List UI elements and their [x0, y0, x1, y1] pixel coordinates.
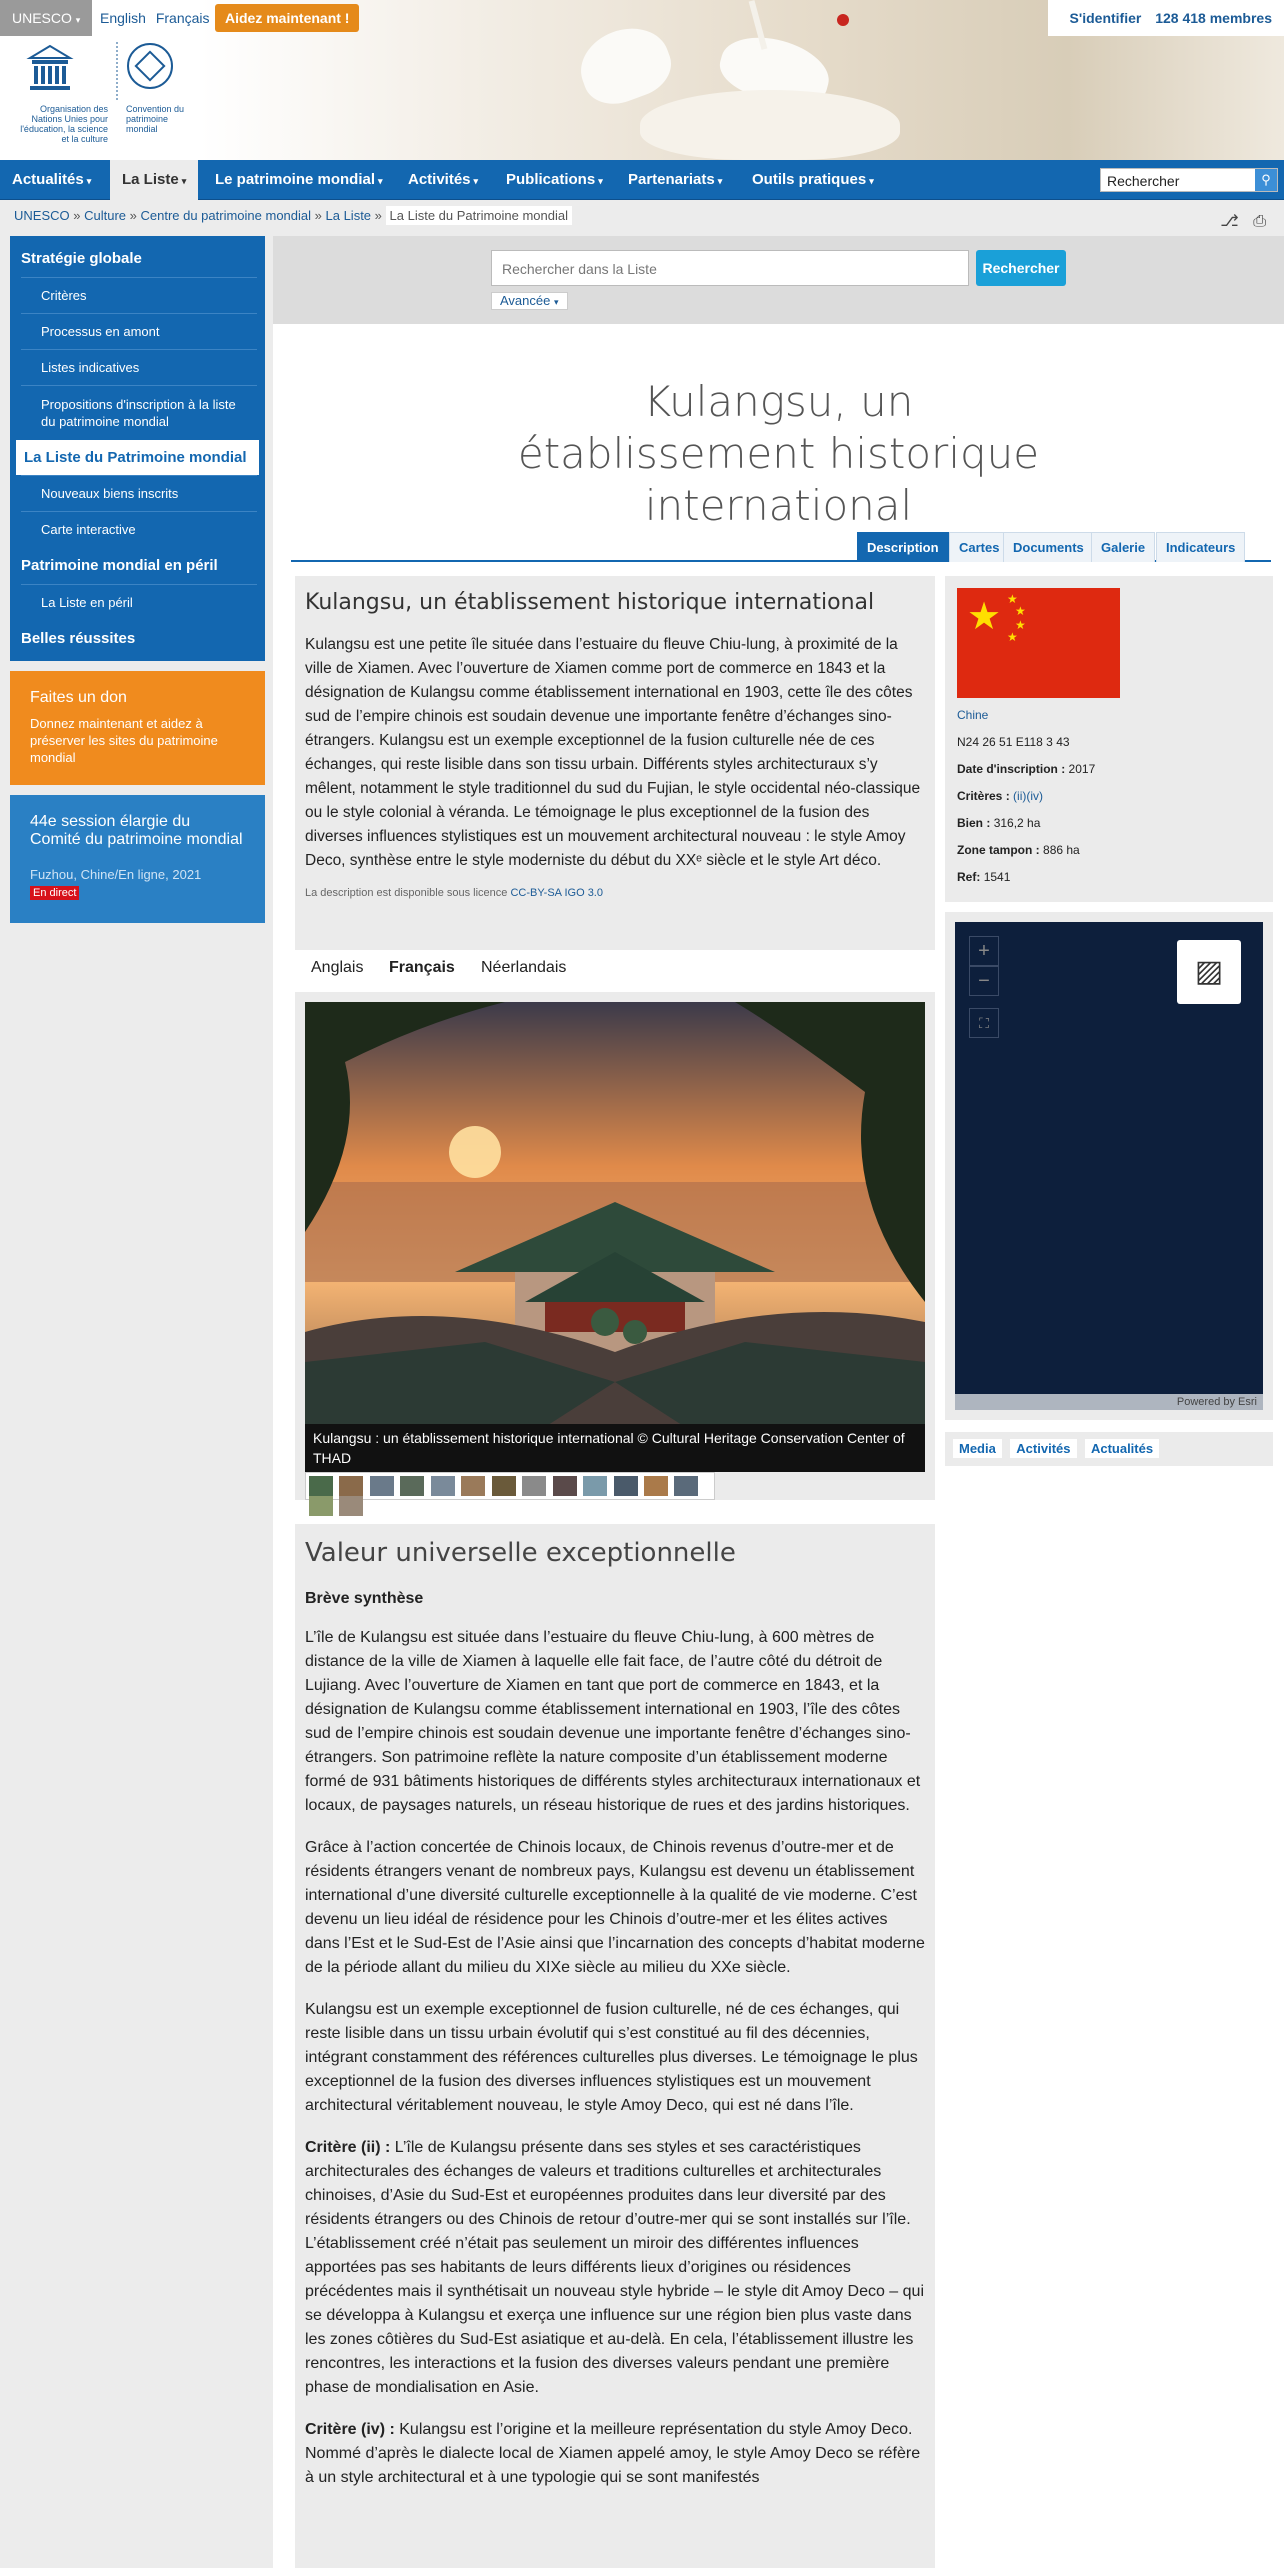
thumbnail[interactable]: [553, 1476, 577, 1496]
sidebar: [10, 236, 265, 923]
lang-tab-anglais[interactable]: Anglais: [311, 959, 364, 976]
tab-indicateurs[interactable]: Indicateurs: [1156, 532, 1245, 562]
live-badge: En direct: [30, 886, 79, 900]
sidebar-item-carte[interactable]: Carte interactive: [21, 511, 257, 547]
description-heading: Kulangsu, un établissement historique international: [305, 590, 875, 615]
media-link[interactable]: Media: [953, 1439, 1002, 1458]
criterion-ii: Critère (ii) : L’île de Kulangsu présente dans ses styles et ses caractéristiques architecturales des échanges de valeurs et traditions culturelles et architecturales chinoises, d’Asie du Sud-Est et européennes produites dans leur diversité par des résidents étrangers ou des Chinois de retour d’outre-mer qui se sont installés sur l’île. L’établissement créé n’était pas seulement un miroir des différentes influences apportées pas ses habitants de leurs différents lieux d’origines ou résidences précédentes mais il synthétisait un nouveau style hybride – le style dit Amoy Deco – qui se développa à Kulangsu et exerça une influence sur une région bien plus vaste dans les zones côtières du Sud-Est asiatique et au-delà. En cela, l’établissement illustre les rencontres, les interactions et la fusion des diverses valeurs pendant une première phase de mondialisation en Asie.: [305, 2139, 924, 2396]
activites-link[interactable]: Activités: [1010, 1439, 1076, 1458]
session-place: Fuzhou, Chine/En ligne, 2021: [30, 867, 202, 882]
share-icon[interactable]: ⎇: [1220, 213, 1239, 230]
sidebar-item-listes-indicatives[interactable]: Listes indicatives: [21, 349, 257, 385]
license-link[interactable]: CC-BY-SA IGO 3.0: [510, 887, 603, 899]
ouv-paragraph: L’île de Kulangsu est située dans l’estuaire du fleuve Chiu-lung, à 600 mètres de distance de la ville de Xiamen à laquelle elle fait face, de l’autre côté du détroit de Lujiang. Avec l’ouverture de Xiamen en tant que port de commerce en 1843, et la désignation de Kulangsu comme établissement international en 1903, l’île des côtes sud de l’empire chinois est soudain devenue une importante fenêtre d’échanges sino-étrangers. Son patrimoine reflète la nature composite d’un établissement moderne formé de 931 bâtiments historiques de différents styles architecturaux internationaux et locaux, de paysages naturels, un réseau historique de rues et des jardins historiques.: [305, 1629, 921, 1814]
ouv-paragraph: Kulangsu est un exemple exceptionnel de fusion culturelle, né de ces échanges, qui reste lisible dans un tissu urbain évolutif qui s’est constitué au fil des décennies, intégrant constamment des références culturelles plus diverses. Le témoignage le plus exceptionnel de la fusion des diverses influences stylistiques est un mouvement architectural véritablement nouveau, le style Amoy Deco, qui est né dans l’île.: [305, 2001, 918, 2114]
license-note: La description est disponible sous licence CC-BY-SA IGO 3.0: [305, 887, 603, 899]
zoom-out-button[interactable]: −: [969, 966, 999, 996]
sidebar-item-reussites[interactable]: Belles réussites: [21, 630, 136, 647]
description-text: Kulangsu est une petite île située dans l’estuaire du fleuve Chiu-lung, à proximité de la ville de Xiamen. Avec l’ouverture de Xiamen comme port de commerce en 1843 et la désignation de Kulangsu comme établissement international en 1903, cette île des côtes sud de l’empire chinois est soudain devenue une importante fenêtre d’échanges sino-étrangers. Kulangsu est un exemple exceptionnel de la fusion culturelle née de ces échanges, qui reste lisible dans son tissu urbain. Différents styles architecturaux s’y mêlent, notamment le style traditionnel du sud du Fujian, le style occidental néo-classique ou le style colonial à véranda. Le témoignage le plus exceptionnel de la fusion des diverses influences stylistiques est un mouvement architectural nouveau : le style Amoy Deco, synthèse entre le style moderniste du début du XXᵉ siècle et le style Art déco.: [305, 636, 921, 869]
thumbnail[interactable]: [339, 1476, 363, 1496]
tab-galerie[interactable]: Galerie: [1091, 532, 1155, 562]
thumbnail[interactable]: [492, 1476, 516, 1496]
print-icon[interactable]: ⎙: [1253, 213, 1266, 230]
inscription-date: Date d'inscription : 2017: [957, 762, 1096, 776]
sidebar-item-strategie[interactable]: Stratégie globale: [21, 250, 142, 267]
donate-button[interactable]: Aidez maintenant !: [215, 4, 359, 32]
breadcrumb-culture[interactable]: Culture: [84, 208, 127, 223]
thumbnail[interactable]: [644, 1476, 668, 1496]
thumbnail[interactable]: [400, 1476, 424, 1496]
nav-search-input[interactable]: Rechercher ⚲: [1100, 168, 1278, 192]
thumbnail[interactable]: [339, 1496, 363, 1516]
criterion-iv: Critère (iv) : Kulangsu est l’origine et la meilleure représentation du style Amoy Deco. Nommé d’après le dialecte local de Xiamen appelé amoy, le style Amoy Deco se réfère à un style architectural et à une typologie qui se sont manifestés: [305, 2421, 921, 2486]
content-tabs: [291, 532, 1271, 562]
share-print-tools: [1220, 207, 1266, 237]
lang-tab-neerlandais[interactable]: Néerlandais: [481, 959, 567, 976]
sidebar-item-nouveaux[interactable]: Nouveaux biens inscrits: [21, 475, 257, 511]
sidebar-item-peril-head[interactable]: Patrimoine mondial en péril: [21, 557, 218, 574]
ouv-subheading: Brève synthèse: [305, 1590, 424, 1607]
nav-actualites[interactable]: Actualités ▾: [12, 171, 92, 188]
gallery-thumbnails: [305, 1472, 715, 1500]
thumbnail[interactable]: [674, 1476, 698, 1496]
sidebar-item-criteres[interactable]: Critères: [21, 277, 257, 313]
unesco-logo[interactable]: [20, 42, 185, 146]
breadcrumb-current: La Liste du Patrimoine mondial: [386, 206, 573, 225]
breadcrumb-la-liste[interactable]: La Liste: [325, 208, 372, 223]
buffer-zone: Zone tampon : 886 ha: [957, 843, 1080, 857]
advanced-search-toggle[interactable]: Avancée ▾: [491, 292, 568, 310]
coordinates: N24 26 51 E118 3 43: [957, 735, 1070, 749]
thumbnail[interactable]: [522, 1476, 546, 1496]
nav-publications[interactable]: Publications ▾: [506, 171, 603, 188]
map-box: [945, 912, 1273, 1420]
nav-outils-pratiques[interactable]: Outils pratiques ▾: [752, 171, 874, 188]
donate-title: Faites un don: [30, 689, 127, 706]
ouv-heading: Valeur universelle exceptionnelle: [305, 1538, 736, 1568]
zoom-in-button[interactable]: +: [969, 936, 999, 966]
tab-cartes[interactable]: Cartes: [949, 532, 1009, 562]
property-area: Bien : 316,2 ha: [957, 816, 1041, 830]
unesco-menu-button[interactable]: UNESCO ▾: [0, 0, 92, 36]
interactive-map[interactable]: [955, 922, 1263, 1410]
property-info-box: [945, 576, 1273, 902]
thumbnail[interactable]: [583, 1476, 607, 1496]
lang-en-link[interactable]: English: [100, 10, 146, 26]
lang-tab-francais[interactable]: Français: [379, 952, 465, 984]
nav-activites[interactable]: Activités ▾: [408, 171, 479, 188]
basemap-toggle-icon[interactable]: ▨: [1177, 940, 1241, 1004]
session-title: 44e session élargie du Comité du patrimoine mondial: [30, 813, 243, 848]
sidebar-item-propositions[interactable]: Propositions d'inscription à la liste du patrimoine mondial: [21, 385, 257, 440]
login-link[interactable]: S'identifier: [1069, 10, 1142, 26]
china-flag-icon: ★ ★ ★ ★ ★: [957, 588, 1120, 698]
fullscreen-icon[interactable]: ⛶: [969, 1008, 999, 1038]
list-search-button[interactable]: Rechercher: [976, 250, 1066, 286]
breadcrumb-unesco[interactable]: UNESCO: [14, 208, 70, 223]
thumbnail[interactable]: [309, 1476, 333, 1496]
esri-attribution: Powered by Esri: [955, 1394, 1263, 1410]
logo-convention-text: Convention du patrimoine mondial: [126, 104, 185, 134]
main-navigation: [0, 160, 1284, 200]
description-box: [295, 576, 935, 950]
thumbnail[interactable]: [461, 1476, 485, 1496]
reference-number: Ref: 1541: [957, 870, 1011, 884]
nav-partenariats[interactable]: Partenariats ▾: [628, 171, 723, 188]
nav-patrimoine-mondial[interactable]: Le patrimoine mondial ▾: [215, 171, 383, 188]
list-search-input[interactable]: Rechercher dans la Liste: [491, 250, 969, 286]
logo-unesco-text: Organisation des Nations Unies pour l'éducation, la science et la culture: [20, 104, 108, 144]
members-link[interactable]: 128 418 membres: [1155, 10, 1272, 26]
ouv-paragraph: Grâce à l’action concertée de Chinois locaux, de Chinois revenus d’outre-mer et de résidents étrangers venant de nombreux pays, Kulangsu est devenu un établissement international d’une diversité culturelle exceptionnelle à la qualité de vie moderne. C’est devenu un lieu idéal de résidence pour les Chinois d’outre-mer et les élites actives dans l’Est et le Sud-Est de l’Asie ainsi que l’incarnation des concepts d’habitat moderne de la période allant du milieu du XIXe siècle au milieu du XXe siècle.: [305, 1839, 925, 1976]
country-link[interactable]: Chine: [957, 708, 989, 722]
chevron-down-icon: ▾: [553, 297, 559, 307]
thumbnail[interactable]: [309, 1496, 333, 1516]
header: [0, 0, 1284, 160]
donate-text: Donnez maintenant et aidez à préserver les sites du patrimoine mondial: [30, 716, 218, 765]
nav-la-liste[interactable]: La Liste ▾: [110, 160, 198, 200]
gallery-photo[interactable]: [305, 1002, 925, 1472]
tab-documents[interactable]: Documents: [1003, 532, 1094, 562]
language-links: [100, 0, 216, 36]
thumbnail[interactable]: [614, 1476, 638, 1496]
related-links: [945, 1432, 1273, 1466]
breadcrumb: UNESCO » Culture » Centre du patrimoine mondial » La Liste » La Liste du Patrimoine mondial ⎇ ⎙: [0, 201, 1284, 231]
sidebar-item-liste-peril[interactable]: La Liste en péril: [21, 584, 257, 620]
breadcrumb-centre[interactable]: Centre du patrimoine mondial: [140, 208, 312, 223]
list-search-bar: [273, 236, 1284, 324]
lang-fr-link[interactable]: Français: [155, 10, 210, 26]
thumbnail[interactable]: [370, 1476, 394, 1496]
sidebar-item-liste-patrimoine[interactable]: La Liste du Patrimoine mondial: [16, 440, 259, 475]
photo-gallery: [295, 992, 935, 1500]
thumbnail[interactable]: [431, 1476, 455, 1496]
main-content: [273, 236, 1284, 2568]
tab-description[interactable]: Description: [857, 532, 949, 562]
session-box[interactable]: [10, 795, 265, 923]
search-icon[interactable]: ⚲: [1255, 169, 1277, 191]
donate-box[interactable]: [10, 671, 265, 785]
outstanding-value-section: [295, 1524, 935, 2568]
photo-caption: Kulangsu : un établissement historique international © Cultural Heritage Conservation Center of THAD: [305, 1424, 925, 1472]
sidebar-menu: [10, 236, 265, 661]
criteria-link[interactable]: (ii)(iv): [1013, 789, 1044, 803]
sidebar-item-processus[interactable]: Processus en amont: [21, 313, 257, 349]
account-box: [1048, 0, 1284, 36]
criteria: Critères : (ii)(iv): [957, 789, 1044, 803]
page-title: Kulangsu, un établissement historique international: [517, 377, 1040, 530]
actualites-link[interactable]: Actualités: [1085, 1439, 1159, 1458]
